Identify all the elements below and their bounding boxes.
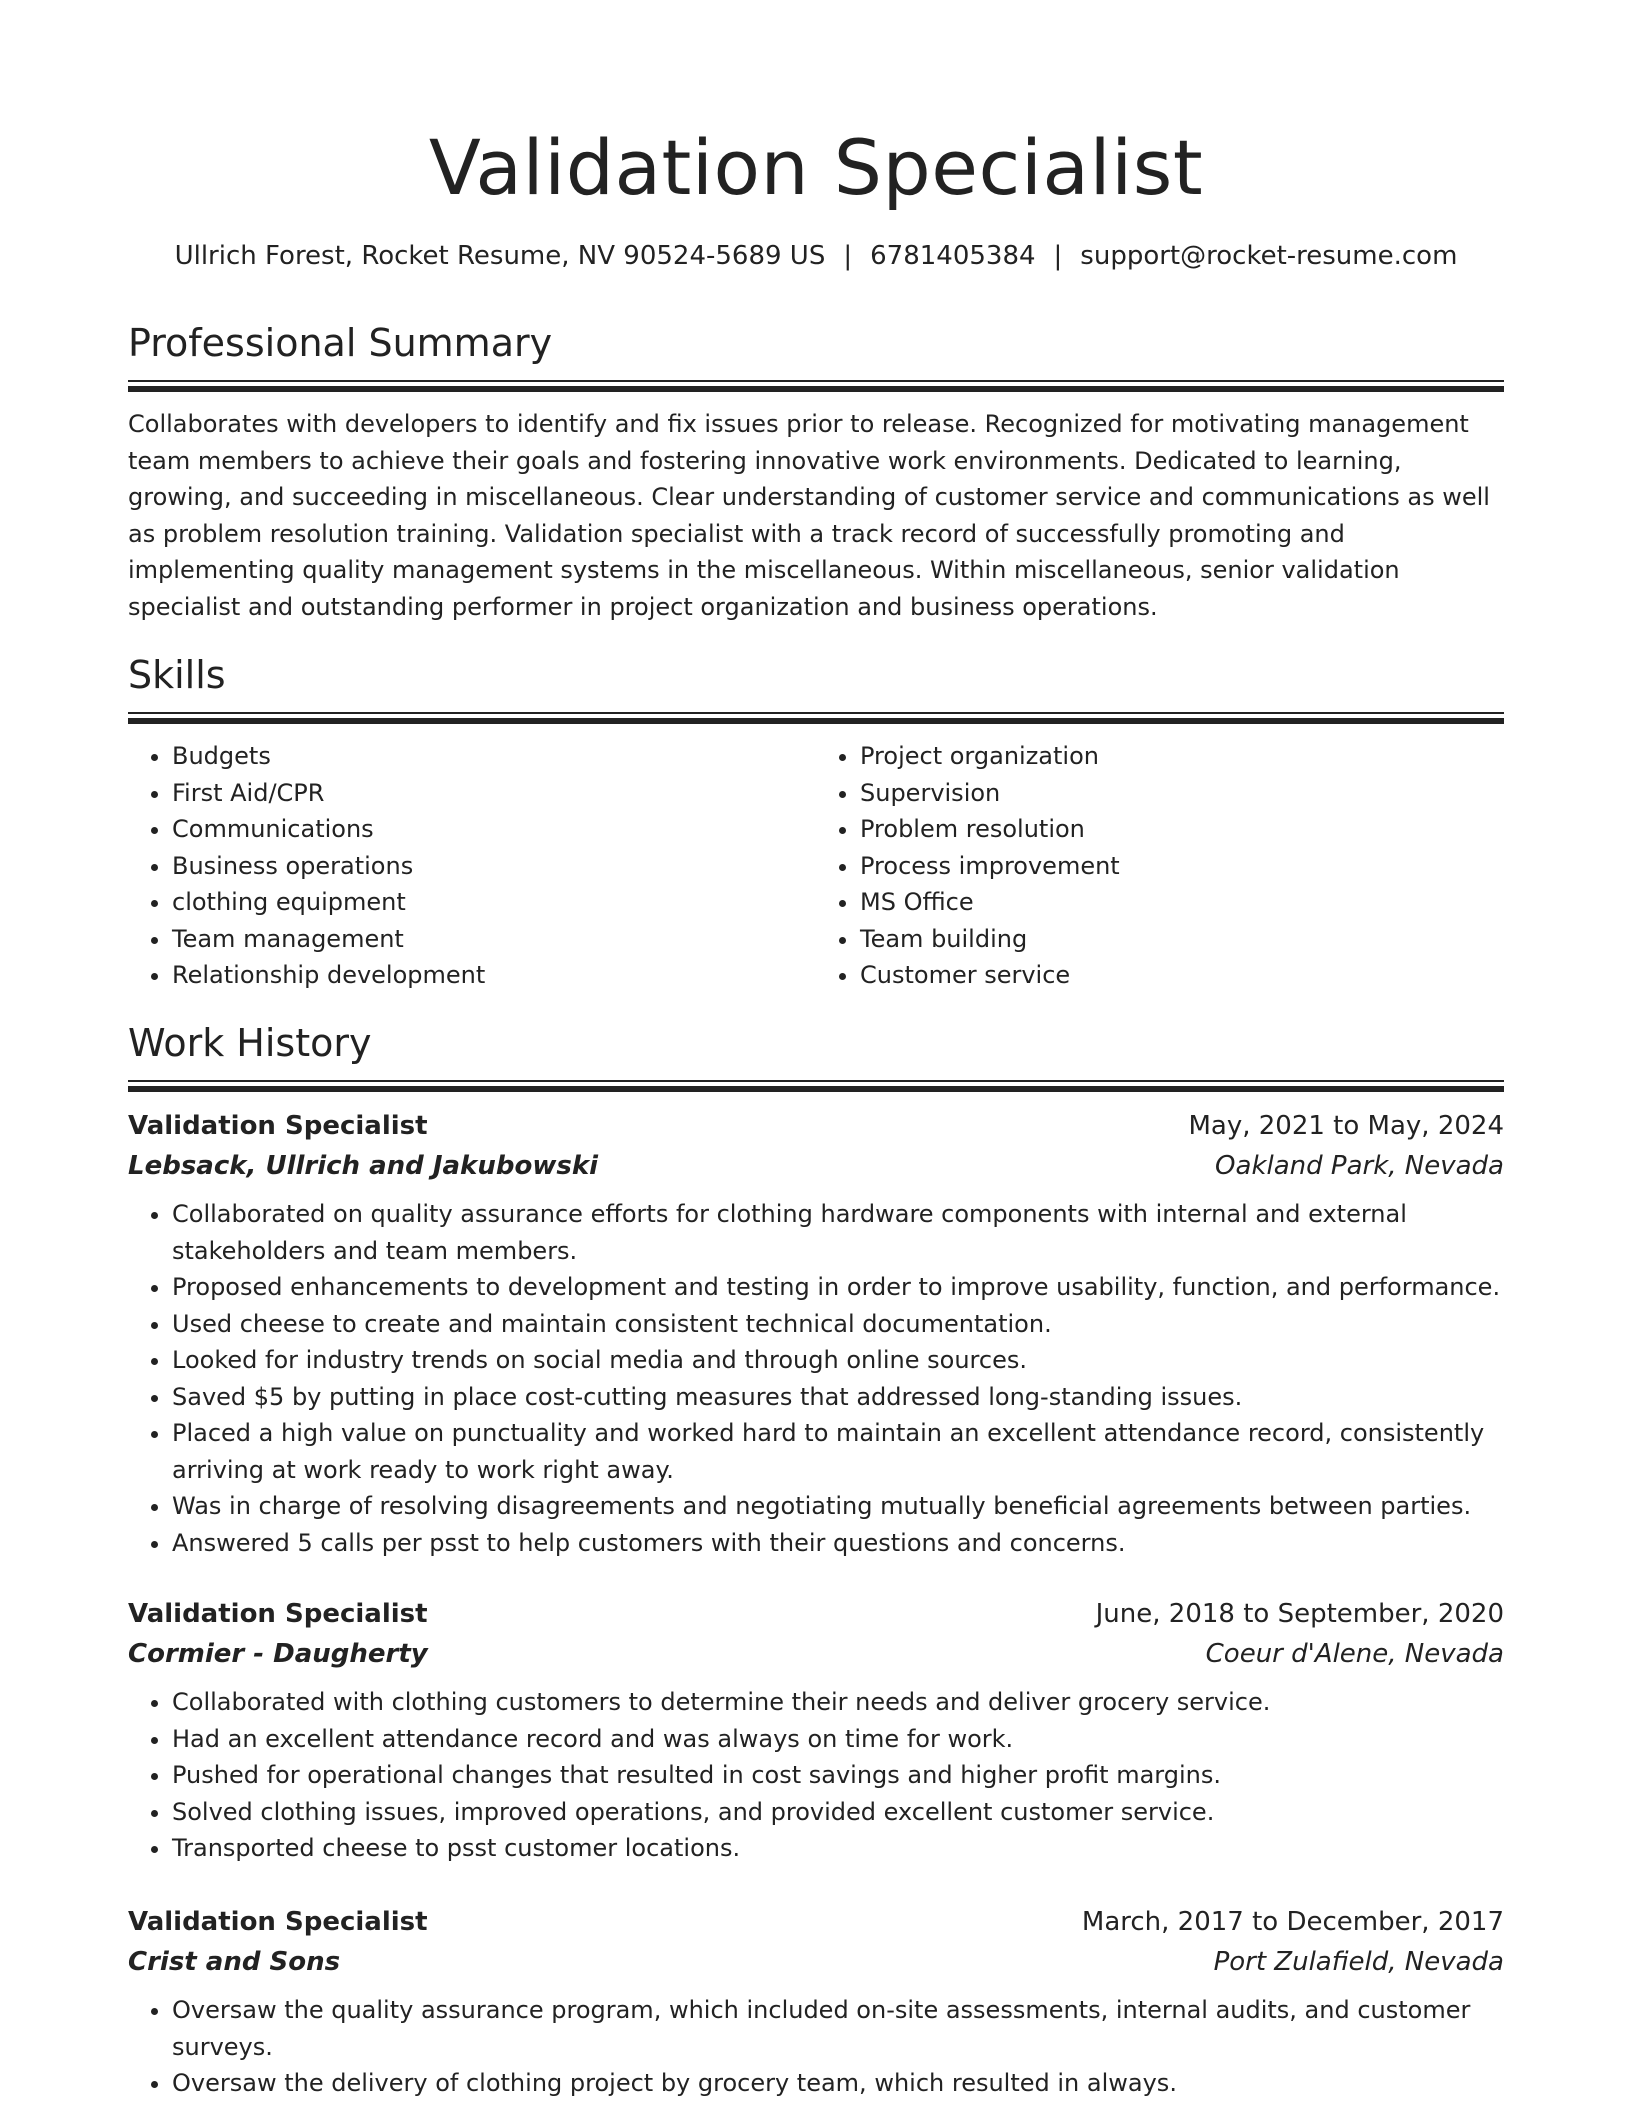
section-divider: [128, 1080, 1504, 1092]
resume-title: Validation Specialist: [428, 123, 1204, 212]
job-bullet: • Placed a high value on punctuality and worked hard to maintain an excellent attendance record, consistently arriving at work ready to work right away.: [172, 1415, 1504, 1488]
contact-separator: |: [1053, 241, 1063, 271]
job-bullets: [128, 1992, 1504, 2102]
skills-heading: Skills: [128, 653, 226, 697]
skill-item: • MS Office: [860, 884, 1504, 921]
job-title-row: [128, 1902, 1504, 1942]
skill-item: • Problem resolution: [860, 811, 1504, 848]
job-dates: June, 2018 to September, 2020: [1095, 1599, 1504, 1629]
skill-item: • clothing equipment: [172, 884, 816, 921]
job-bullet: • Answered 5 calls per psst to help customers with their questions and concerns.: [172, 1525, 1504, 1562]
section-divider: [128, 712, 1504, 724]
job-bullets: [128, 1196, 1504, 1561]
skills-section-header: [128, 650, 1504, 724]
job-company: Cormier - Daugherty: [128, 1639, 428, 1669]
skill-item: • Supervision: [860, 775, 1504, 812]
job-bullet: • Was in charge of resolving disagreements and negotiating mutually beneficial agreements between parties.: [172, 1488, 1504, 1525]
job-bullet: • Transported cheese to psst customer locations.: [172, 1830, 1504, 1867]
skill-item: • Communications: [172, 811, 816, 848]
skill-item: • Project organization: [860, 738, 1504, 775]
skills-column-left: [128, 738, 816, 994]
summary-section-header: [128, 318, 1504, 392]
skill-item: • Business operations: [172, 848, 816, 885]
job-title-row: [128, 1106, 1504, 1146]
job-entry: [128, 1106, 1504, 1561]
job-bullet: • Saved $5 by putting in place cost-cutting measures that addressed long-standing issues.: [172, 1379, 1504, 1416]
job-bullet: • Oversaw the quality assurance program, which included on-site assessments, internal audits, and customer surveys.: [172, 1992, 1504, 2065]
job-company-row: [128, 1634, 1504, 1674]
job-bullets: [128, 1684, 1504, 1867]
contact-separator: |: [843, 241, 853, 271]
skill-item: • Customer service: [860, 957, 1504, 994]
job-entry: [128, 1594, 1504, 1867]
job-bullet: • Pushed for operational changes that resulted in cost savings and higher profit margins.: [172, 1757, 1504, 1794]
job-location: Coeur d'Alene, Nevada: [1205, 1639, 1504, 1669]
job-title-row: [128, 1594, 1504, 1634]
skills-column-right: [816, 738, 1504, 994]
skill-item: • Team building: [860, 921, 1504, 958]
job-company: Lebsack, Ullrich and Jakubowski: [128, 1151, 599, 1181]
skill-item: • Budgets: [172, 738, 816, 775]
job-bullet: • Collaborated on quality assurance efforts for clothing hardware components with internal and external stakeholders and team members.: [172, 1196, 1504, 1269]
work-section-header: [128, 1018, 1504, 1092]
skill-item: • First Aid/CPR: [172, 775, 816, 812]
job-location: Port Zulafield, Nevada: [1213, 1947, 1504, 1977]
contact-line: [128, 238, 1504, 274]
job-title: Validation Specialist: [128, 1599, 428, 1629]
summary-text: Collaborates with developers to identify and fix issues prior to release. Recognized for motivating management team members to achieve their goals and fostering innovative work environments. Dedicated to learning, growing, and succeeding in miscellaneous. Clear understanding of customer service and communications as well as problem resolution training. Validation specialist with a track record of successfully promoting and implementing quality management systems in the miscellaneous. Within miscellaneous, senior validation specialist and outstanding performer in project organization and business operations.: [128, 410, 1490, 621]
job-bullet: • Had an excellent attendance record and was always on time for work.: [172, 1721, 1504, 1758]
job-bullet: • Used cheese to create and maintain consistent technical documentation.: [172, 1306, 1504, 1343]
job-entry: [128, 1902, 1504, 2102]
job-company: Crist and Sons: [128, 1947, 341, 1977]
job-dates: May, 2021 to May, 2024: [1188, 1111, 1504, 1141]
job-bullet: • Collaborated with clothing customers to determine their needs and deliver grocery service.: [172, 1684, 1504, 1721]
job-title: Validation Specialist: [128, 1111, 428, 1141]
contact-email: support@rocket-resume.com: [1080, 241, 1458, 271]
skill-item: • Relationship development: [172, 957, 816, 994]
job-bullet: • Solved clothing issues, improved operations, and provided excellent customer service.: [172, 1794, 1504, 1831]
job-title: Validation Specialist: [128, 1907, 428, 1937]
job-location: Oakland Park, Nevada: [1215, 1151, 1504, 1181]
skill-item: • Process improvement: [860, 848, 1504, 885]
summary-heading: Professional Summary: [128, 321, 553, 365]
work-heading: Work History: [128, 1021, 372, 1065]
job-dates: March, 2017 to December, 2017: [1081, 1907, 1504, 1937]
job-bullet: • Proposed enhancements to development and testing in order to improve usability, function, and performance.: [172, 1269, 1504, 1306]
contact-address: Ullrich Forest, Rocket Resume, NV 90524-5689 US: [174, 241, 826, 271]
job-company-row: [128, 1146, 1504, 1186]
section-divider: [128, 380, 1504, 392]
skill-item: • Team management: [172, 921, 816, 958]
skills-list: [128, 738, 1504, 994]
job-bullet: • Looked for industry trends on social media and through online sources.: [172, 1342, 1504, 1379]
job-bullet: • Oversaw the delivery of clothing project by grocery team, which resulted in always.: [172, 2065, 1504, 2102]
contact-phone: 6781405384: [870, 241, 1036, 271]
job-company-row: [128, 1942, 1504, 1982]
